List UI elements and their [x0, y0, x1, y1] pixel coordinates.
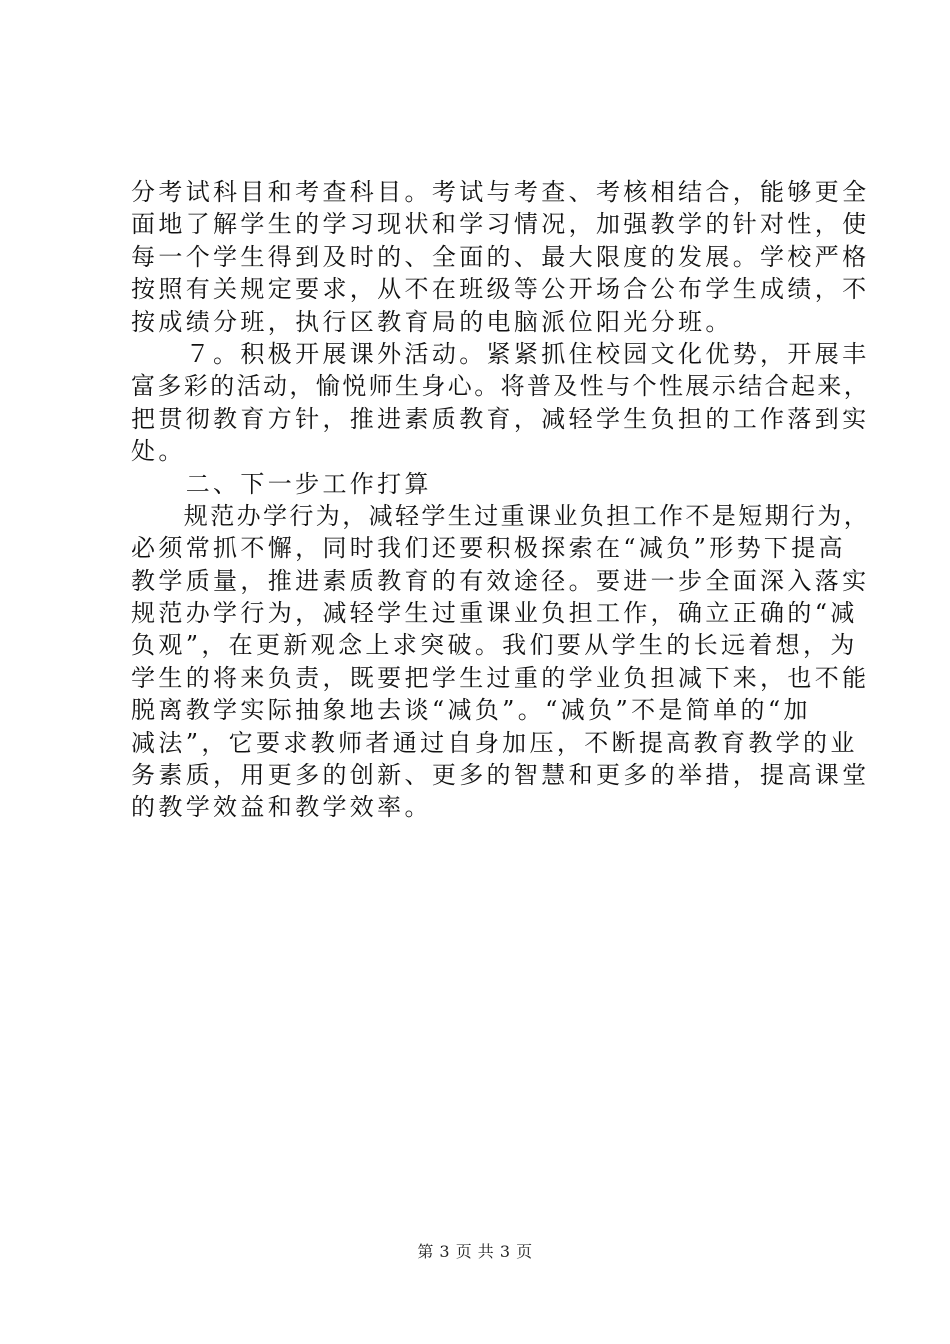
- text-line: 按照有关规定要求，从不在班级等公开场合公布学生成绩，不: [131, 275, 870, 304]
- text-line: 负观”，在更新观念上求突破。我们要从学生的长远着想，为: [131, 631, 858, 660]
- page-number-footer: 第 3 页 共 3 页: [417, 1242, 533, 1261]
- text-line: 必须常抓不懈，同时我们还要积极探索在“减负”形势下提高: [131, 534, 846, 563]
- section-heading: 二、下一步工作打算: [131, 469, 432, 498]
- body-text: [131, 176, 871, 824]
- text-line: 面地了解学生的学习现状和学习情况，加强教学的针对性，使: [131, 210, 870, 239]
- text-line: ７。积极开展课外活动。紧紧抓住校园文化优势，开展丰: [131, 339, 870, 368]
- text-line: 富多彩的活动，愉悦师生身心。将普及性与个性展示结合起来，: [131, 372, 871, 401]
- text-line: 脱离教学实际抽象地去谈“减负”。“减负”不是简单的“加: [131, 696, 811, 725]
- text-line: 规范办学行为，减轻学生过重课业负担工作不是短期行为，: [131, 501, 871, 530]
- text-line: 的教学效益和教学效率。: [131, 793, 432, 822]
- text-line: 规范办学行为，减轻学生过重课业负担工作，确立正确的“减: [131, 599, 858, 628]
- text-line: 分考试科目和考查科目。考试与考查、考核相结合，能够更全: [131, 178, 870, 206]
- text-line: 按成绩分班，执行区教育局的电脑派位阳光分班。: [131, 307, 733, 336]
- text-line: 把贯彻教育方针，推进素质教育，减轻学生负担的工作落到实: [131, 404, 870, 433]
- text-line: 每一个学生得到及时的、全面的、最大限度的发展。学校严格: [131, 242, 870, 271]
- text-line: 处。: [131, 437, 186, 466]
- text-line: 减法”，它要求教师者通过自身加压，不断提高教育教学的业: [131, 728, 858, 757]
- text-line: 学生的将来负责，既要把学生过重的学业负担减下来，也不能: [131, 663, 870, 692]
- text-line: 教学质量，推进素质教育的有效途径。要进一步全面深入落实: [131, 566, 870, 595]
- text-line: 务素质，用更多的创新、更多的智慧和更多的举措，提高课堂: [131, 761, 870, 790]
